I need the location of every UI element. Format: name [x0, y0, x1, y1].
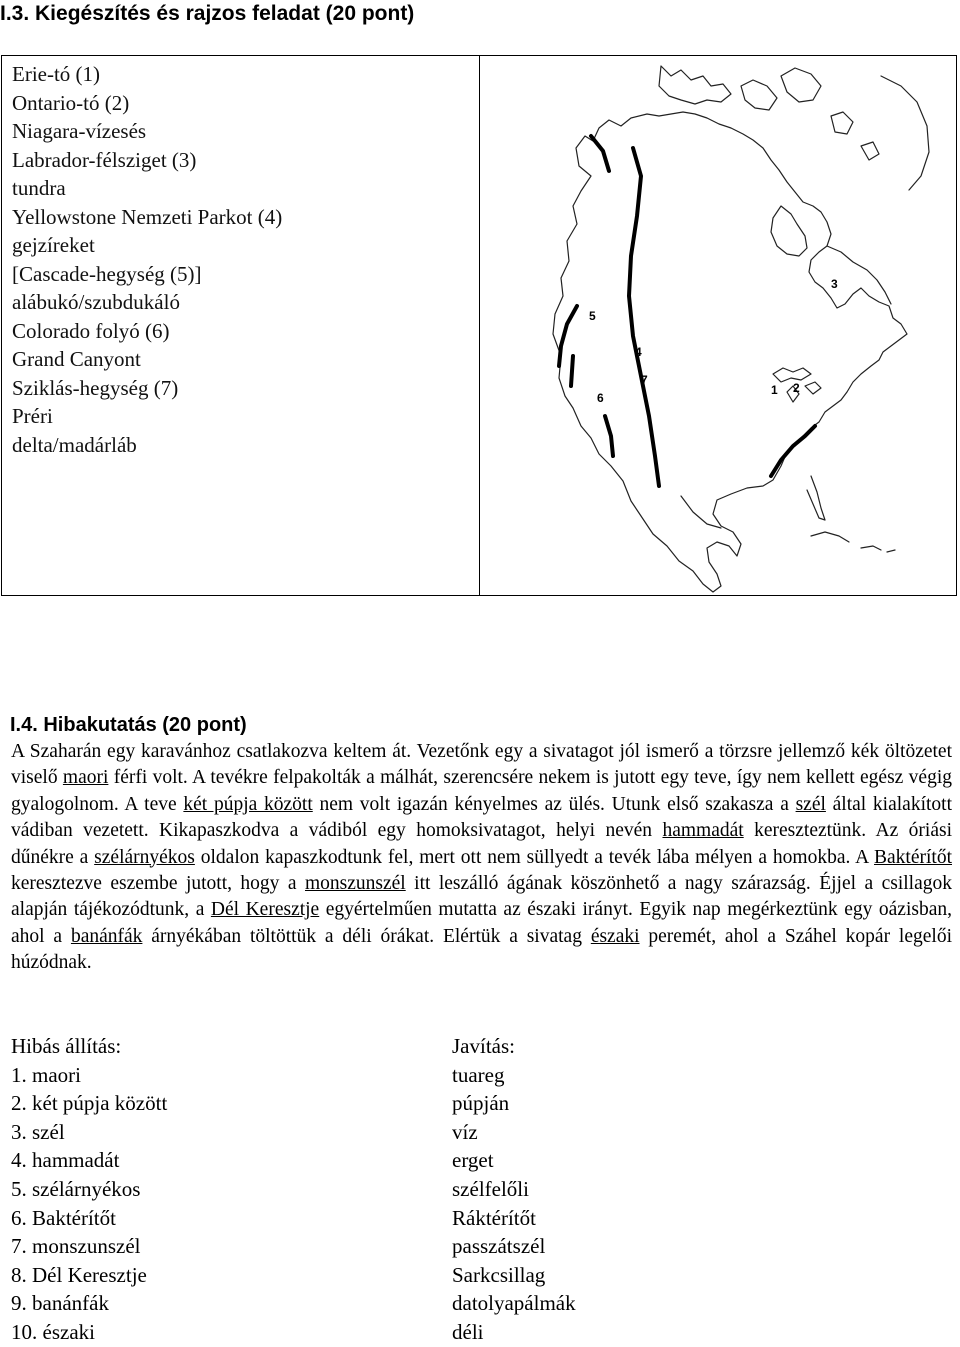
word-list-item: Ontario-tó (2) [12, 90, 130, 115]
arctic-islands-2 [741, 80, 777, 110]
hudson-bay [771, 206, 807, 256]
section-4-title: I.4. Hibakutatás (20 pont) [10, 714, 247, 736]
correction-row [11, 1318, 951, 1347]
correction-row [11, 1232, 951, 1261]
correction-header-row [11, 1032, 951, 1061]
sierra-line [605, 416, 613, 456]
header-fix: Javítás: [452, 1034, 515, 1058]
wrong-statement: 4. hammadát [11, 1148, 120, 1173]
underlined-error: szél [795, 793, 826, 815]
underlined-error: szélárnyékos [94, 846, 195, 868]
wrong-statement: 8. Dél Keresztje [11, 1262, 147, 1287]
word-list-item: Niagara-vízesés [12, 119, 147, 143]
underlined-error: monszunszél [304, 873, 406, 895]
correction-row [11, 1289, 951, 1318]
correction-table [11, 1032, 951, 1347]
correction: púpján [452, 1091, 510, 1116]
paragraph-text: itt leszálló ágának köszönhető a nagy szárazság. Éjjel a csillagok alapján tájékozódtunk, a [11, 873, 952, 921]
greenland-edge [881, 76, 929, 190]
continent-outline [553, 112, 907, 592]
word-list-item: Labrador-félsziget (3) [12, 147, 197, 172]
paragraph-text: peremét, ahol a Száhel kopár legelői húzódnak. [11, 925, 952, 974]
error-hunt-paragraph [11, 739, 952, 977]
correction: datolyapálmák [452, 1291, 576, 1316]
map-label-3: 3 [831, 277, 838, 291]
map-label-7: 7 [641, 373, 648, 387]
map-label-6: 6 [597, 391, 604, 405]
correction-row [11, 1118, 951, 1147]
paragraph-text: A Szaharán egy karavánhoz csatlakozva keltem át. Vezetőnk egy a sivatagot jól ismerő a törzsre jellemző kék öltözetet viselő [11, 741, 952, 789]
underlined-error: maori [62, 767, 109, 789]
florida [807, 476, 825, 520]
labrador-coast [827, 246, 891, 304]
arctic-islands-3 [781, 68, 821, 102]
correction: passzátszél [452, 1234, 546, 1259]
caribbean [811, 532, 895, 552]
word-list-item: Yellowstone Nemzeti Parkot (4) [12, 204, 283, 229]
underlined-error: hammadát [662, 820, 744, 842]
map-label-2: 2 [793, 381, 800, 395]
map-svg [481, 56, 957, 595]
word-list-item: delta/madárláb [12, 432, 137, 457]
word-list-item: Préri [12, 404, 53, 428]
map-label-4: 4 [635, 345, 642, 359]
correction-row [11, 1089, 951, 1118]
wrong-statement: 10. északi [11, 1319, 95, 1344]
header-wrong: Hibás állítás: [11, 1034, 122, 1058]
underlined-error: Baktérítőt [874, 846, 952, 868]
underlined-error: két púpja között [183, 793, 313, 815]
arctic-islands [659, 66, 731, 104]
paragraph-text: keresztezve eszembe jutott, hogy a [11, 873, 305, 895]
correction-row [11, 1175, 951, 1204]
paragraph-text: árnyékában töltöttük a déli órákat. Elértük a sivatag [142, 925, 591, 947]
correction: víz [452, 1119, 478, 1144]
word-list-item: Erie-tó (1) [12, 62, 101, 86]
coast-line-2 [571, 356, 573, 386]
correction-row [11, 1146, 951, 1175]
task-box [1, 55, 957, 596]
wrong-statement: 9. banánfák [11, 1291, 109, 1316]
wrong-statement: 2. két púpja között [11, 1091, 168, 1116]
word-list-item: alábukó/szubdukáló [12, 290, 180, 314]
alaska-range-line [591, 136, 609, 171]
wrong-statement: 7. monszunszél [11, 1234, 141, 1259]
correction-row [11, 1061, 951, 1090]
underlined-error: banánfák [70, 925, 143, 947]
map-label-5: 5 [589, 309, 596, 323]
correction: szélfelőli [452, 1176, 529, 1201]
word-list [2, 56, 479, 459]
paragraph-text: férfi volt. A tevékre felpakolták a málhát, szerencsére nekem is jutott egy teve, így nem kellett egész végig gyalogolnom. A teve [11, 767, 952, 815]
arctic-islands-4 [831, 112, 879, 160]
word-list-item: gejzíreket [12, 233, 95, 257]
correction: déli [452, 1319, 484, 1344]
word-list-panel [2, 56, 480, 595]
section-3-title: I.3. Kiegészítés és rajzos feladat (20 pont) [0, 2, 415, 25]
rocky-mountains-line [629, 148, 659, 486]
correction-row [11, 1261, 951, 1290]
wrong-statement: 5. szélárnyékos [11, 1176, 141, 1201]
paragraph-text: által kialakított vádiban vezetett. Kikapaszkodva a vádiból egy homoksivatagot, helyi nevén [11, 793, 952, 842]
underlined-error: Dél Keresztje [210, 899, 320, 921]
correction: Ráktérítőt [452, 1205, 536, 1230]
underlined-error: északi [590, 925, 640, 947]
correction: tuareg [452, 1062, 505, 1087]
wrong-statement: 3. szél [11, 1119, 65, 1144]
paragraph-text: kereszteztünk. Az óriási dűnékre a [11, 820, 952, 868]
wrong-statement: 1. maori [11, 1062, 81, 1087]
word-list-item: tundra [12, 176, 66, 200]
correction: erget [452, 1148, 494, 1173]
map-label-1: 1 [771, 383, 778, 397]
word-list-item: Grand Canyont [12, 347, 141, 371]
word-list-item: Colorado folyó (6) [12, 318, 170, 343]
appalachian-line [771, 426, 815, 476]
word-list-item: Sziklás-hegység (7) [12, 375, 179, 400]
paragraph-text: oldalon kapaszkodtunk fel, mert ott nem süllyedt a tevék lába mélyen a homokba. A [194, 846, 875, 868]
north-america-map [481, 56, 957, 595]
paragraph-text: egyértelműen mutatta az északi irányt. Egyik nap megérkeztünk egy oázisban, ahol a [11, 899, 952, 947]
paragraph-text: nem volt igazán kényelmes az ülés. Utunk első szakasza a [312, 793, 796, 815]
word-list-item: [Cascade-hegység (5)] [12, 261, 202, 286]
mexico [681, 496, 721, 528]
correction: Sarkcsillag [452, 1262, 546, 1287]
correction-row [11, 1204, 951, 1233]
wrong-statement: 6. Baktérítőt [11, 1205, 116, 1230]
